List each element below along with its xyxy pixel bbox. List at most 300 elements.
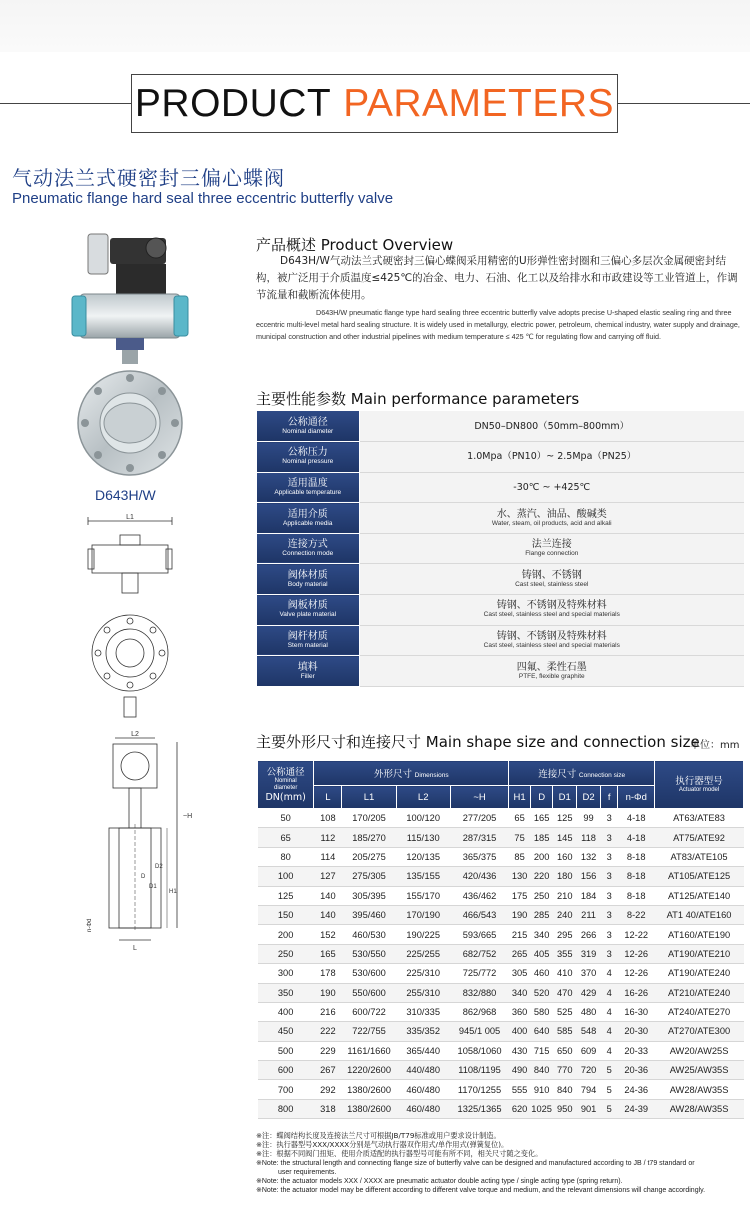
notes bbox=[256, 1131, 746, 1195]
table-cell: 4-18 bbox=[618, 809, 655, 828]
performance-key bbox=[257, 533, 359, 564]
col-group-connection: 连接尺寸 Connection size bbox=[509, 761, 655, 786]
table-cell: AT240/ATE270 bbox=[655, 1002, 744, 1021]
dim-label-d1: D1 bbox=[149, 884, 157, 890]
table-cell: 4 bbox=[600, 1022, 617, 1041]
table-cell: 75 bbox=[509, 828, 531, 847]
key-cn: 适用温度 bbox=[287, 477, 328, 489]
table-cell: 65 bbox=[509, 809, 531, 828]
col-header-dn: 公称通径 Nominal diameter DN(mm) bbox=[258, 761, 314, 809]
table-cell: 118 bbox=[577, 828, 601, 847]
col-header: D bbox=[530, 786, 552, 809]
overview-en: D643H/W pneumatic flange type hard sealing three eccentric butterfly valve adopts precise U-shaped elastic sealing ring and three eccentric multi-level metal hard sealing structure. It is widely used in metallurgy, electric power, petroleum, chemical industry, water supply and drainage, municipal construction and other industrial pipelines with medium temperature ≤ 425 ℃ for regulating flow and carrying off fluid. bbox=[256, 308, 740, 341]
top-banner bbox=[0, 0, 750, 52]
table-cell: 1058/1060 bbox=[450, 1041, 508, 1060]
table-cell: 525 bbox=[553, 1002, 577, 1021]
key-en: Body material bbox=[287, 580, 328, 588]
table-cell: 770 bbox=[553, 1061, 577, 1080]
table-cell: 178 bbox=[314, 964, 342, 983]
table-cell: 950 bbox=[553, 1099, 577, 1118]
performance-title: 主要性能参数 Main performance parameters bbox=[256, 390, 580, 408]
table-cell: 3 bbox=[600, 925, 617, 944]
table-row bbox=[258, 1022, 744, 1041]
table-cell: 20-30 bbox=[618, 1022, 655, 1041]
table-cell: 395/460 bbox=[342, 905, 396, 924]
table-cell: 355 bbox=[553, 944, 577, 963]
table-cell: 266 bbox=[577, 925, 601, 944]
table-cell: 255/310 bbox=[396, 983, 450, 1002]
table-row bbox=[258, 925, 744, 944]
note-line: ※Note: the actuator models XXX / XXXX are pneumatic actuator double acting type / single acting type (spring return). bbox=[256, 1178, 623, 1186]
performance-table bbox=[257, 411, 744, 687]
table-cell: 1380/2600 bbox=[342, 1080, 396, 1099]
performance-key bbox=[257, 411, 359, 442]
table-cell: AT1 40/ATE160 bbox=[655, 905, 744, 924]
performance-key bbox=[257, 564, 359, 595]
table-cell: 3 bbox=[600, 809, 617, 828]
col-header: D1 bbox=[553, 786, 577, 809]
table-cell: 210 bbox=[553, 886, 577, 905]
table-cell: 16-30 bbox=[618, 1002, 655, 1021]
table-cell: 295 bbox=[553, 925, 577, 944]
table-cell: 150 bbox=[258, 905, 314, 924]
table-cell: 832/880 bbox=[450, 983, 508, 1002]
table-cell: 140 bbox=[314, 886, 342, 905]
key-cn: 公称通径 bbox=[287, 416, 328, 428]
table-cell: 340 bbox=[530, 925, 552, 944]
performance-value bbox=[359, 656, 744, 687]
table-cell: 945/1 005 bbox=[450, 1022, 508, 1041]
table-cell: 335/352 bbox=[396, 1022, 450, 1041]
col-group-dimensions: 外形尺寸 Dimensions bbox=[314, 761, 509, 786]
table-cell: AW28/AW35S bbox=[655, 1099, 744, 1118]
performance-value bbox=[359, 411, 744, 442]
table-cell: 305/395 bbox=[342, 886, 396, 905]
table-cell: 300 bbox=[258, 964, 314, 983]
performance-row bbox=[257, 625, 744, 656]
table-cell: 466/543 bbox=[450, 905, 508, 924]
table-cell: 277/205 bbox=[450, 809, 508, 828]
table-cell: 4-18 bbox=[618, 828, 655, 847]
value-en: Flange connection bbox=[525, 550, 579, 558]
table-row bbox=[258, 886, 744, 905]
table-cell: 99 bbox=[577, 809, 601, 828]
table-cell: 725/772 bbox=[450, 964, 508, 983]
table-cell: 3 bbox=[600, 905, 617, 924]
table-cell: 429 bbox=[577, 983, 601, 1002]
performance-row bbox=[257, 472, 744, 503]
value-cn: 水、蒸汽、油品、酸碱类 bbox=[496, 508, 607, 520]
table-cell: 436/462 bbox=[450, 886, 508, 905]
table-cell: 130 bbox=[509, 867, 531, 886]
table-cell: 140 bbox=[314, 905, 342, 924]
table-cell: AT190/ATE240 bbox=[655, 964, 744, 983]
performance-row bbox=[257, 533, 744, 564]
note-line: ※注：根据不同阀门扭矩、使用介质适配的执行器型号可能有所不同，相关尺寸随之变化。 bbox=[256, 1149, 543, 1159]
table-cell: 165 bbox=[530, 809, 552, 828]
table-cell: 450 bbox=[258, 1022, 314, 1041]
table-cell: 85 bbox=[509, 847, 531, 866]
table-cell: 12-26 bbox=[618, 944, 655, 963]
table-cell: 1161/1660 bbox=[342, 1041, 396, 1060]
table-cell: AT75/ATE92 bbox=[655, 828, 744, 847]
table-cell: 250 bbox=[530, 886, 552, 905]
table-cell: 901 bbox=[577, 1099, 601, 1118]
table-row bbox=[258, 1080, 744, 1099]
table-cell: 365/375 bbox=[450, 847, 508, 866]
table-cell: AT270/ATE300 bbox=[655, 1022, 744, 1041]
key-cn: 阀杆材质 bbox=[287, 630, 328, 642]
dim-label-h: ~H bbox=[183, 813, 193, 820]
table-row bbox=[258, 809, 744, 828]
performance-value bbox=[359, 472, 744, 503]
performance-row bbox=[257, 442, 744, 473]
value-en: Water, steam, oil products, acid and alkali bbox=[491, 519, 612, 527]
header-word-parameters: PARAMETERS bbox=[343, 81, 615, 125]
key-en: Stem material bbox=[287, 641, 328, 649]
table-cell: 720 bbox=[577, 1061, 601, 1080]
table-cell: 8-18 bbox=[618, 867, 655, 886]
table-cell: 132 bbox=[577, 847, 601, 866]
table-cell: 600/722 bbox=[342, 1002, 396, 1021]
table-cell: 135/155 bbox=[396, 867, 450, 886]
product-title-cn: 气动法兰式硬密封三偏心蝶阀 bbox=[12, 166, 285, 190]
dimension-table bbox=[257, 760, 744, 1119]
table-cell: 16-26 bbox=[618, 983, 655, 1002]
dim-label-d2: D2 bbox=[155, 864, 163, 870]
col-header: n-Φd bbox=[618, 786, 655, 809]
table-cell: 185 bbox=[530, 828, 552, 847]
table-cell: 145 bbox=[553, 828, 577, 847]
value-en: Cast steel, stainless steel and special materials bbox=[483, 611, 620, 619]
col-header: ~H bbox=[450, 786, 508, 809]
table-cell: 520 bbox=[530, 983, 552, 1002]
table-cell: 360 bbox=[509, 1002, 531, 1021]
table-cell: 152 bbox=[314, 925, 342, 944]
performance-row bbox=[257, 411, 744, 442]
table-cell: 229 bbox=[314, 1041, 342, 1060]
dim-label-l: L bbox=[133, 945, 137, 952]
dim-label-d: D bbox=[141, 874, 146, 880]
table-cell: 340 bbox=[509, 983, 531, 1002]
table-cell: 800 bbox=[258, 1099, 314, 1118]
key-cn: 适用介质 bbox=[287, 508, 328, 520]
table-cell: 400 bbox=[258, 1002, 314, 1021]
table-cell: 700 bbox=[258, 1080, 314, 1099]
table-cell: 365/440 bbox=[396, 1041, 450, 1060]
value-en: Cast steel, stainless steel bbox=[515, 580, 589, 588]
table-cell: 265 bbox=[509, 944, 531, 963]
dim-label-h1: H1 bbox=[169, 889, 177, 895]
table-cell: 125 bbox=[258, 886, 314, 905]
note-line: ※注：执行器型号XXX/XXXX分别是气动执行器双作用式/单作用式(弹簧复位)。 bbox=[256, 1140, 509, 1150]
overview-title: 产品概述 Product Overview bbox=[256, 236, 454, 254]
table-cell: 215 bbox=[509, 925, 531, 944]
table-cell: 267 bbox=[314, 1061, 342, 1080]
table-cell: 160 bbox=[553, 847, 577, 866]
table-cell: 5 bbox=[600, 1099, 617, 1118]
table-cell: 460/480 bbox=[396, 1099, 450, 1118]
table-cell: AW20/AW25S bbox=[655, 1041, 744, 1060]
value-cn: 四氟、柔性石墨 bbox=[516, 661, 587, 673]
value-cn: 铸钢、不锈钢及特殊材料 bbox=[496, 630, 607, 642]
performance-value bbox=[359, 595, 744, 626]
dim-label-nd: n-Φd bbox=[87, 918, 93, 932]
dim-label-l1: L1 bbox=[126, 514, 134, 521]
table-cell: 1325/1365 bbox=[450, 1099, 508, 1118]
table-cell: 155/170 bbox=[396, 886, 450, 905]
table-cell: 3 bbox=[600, 944, 617, 963]
table-cell: 400 bbox=[509, 1022, 531, 1041]
table-cell: 420/436 bbox=[450, 867, 508, 886]
key-cn: 公称压力 bbox=[287, 447, 328, 459]
table-cell: AT83/ATE105 bbox=[655, 847, 744, 866]
table-cell: 287/315 bbox=[450, 828, 508, 847]
table-row bbox=[258, 847, 744, 866]
header-rule-left bbox=[0, 103, 131, 104]
table-cell: 216 bbox=[314, 1002, 342, 1021]
table-cell: 200 bbox=[258, 925, 314, 944]
table-cell: 548 bbox=[577, 1022, 601, 1041]
table-cell: AW25/AW35S bbox=[655, 1061, 744, 1080]
table-cell: 620 bbox=[509, 1099, 531, 1118]
table-cell: 840 bbox=[553, 1080, 577, 1099]
table-cell: 240 bbox=[553, 905, 577, 924]
key-en: Filler bbox=[300, 672, 315, 680]
table-cell: 225/310 bbox=[396, 964, 450, 983]
table-cell: 722/755 bbox=[342, 1022, 396, 1041]
table-cell: 5 bbox=[600, 1080, 617, 1099]
performance-row bbox=[257, 595, 744, 626]
table-cell: 8-18 bbox=[618, 886, 655, 905]
performance-value bbox=[359, 533, 744, 564]
value-cn: 1.0Mpa（PN10）~ 2.5Mpa（PN25） bbox=[467, 451, 637, 463]
performance-row bbox=[257, 503, 744, 534]
table-cell: 640 bbox=[530, 1022, 552, 1041]
dim-label-l2: L2 bbox=[131, 731, 139, 738]
table-row bbox=[258, 867, 744, 886]
table-cell: 310/335 bbox=[396, 1002, 450, 1021]
table-cell: AT105/ATE125 bbox=[655, 867, 744, 886]
table-cell: 170/190 bbox=[396, 905, 450, 924]
table-row bbox=[258, 983, 744, 1002]
key-en: Nominal diameter bbox=[282, 427, 334, 435]
table-cell: 794 bbox=[577, 1080, 601, 1099]
performance-value bbox=[359, 564, 744, 595]
table-cell: AT210/ATE240 bbox=[655, 983, 744, 1002]
table-cell: 3 bbox=[600, 847, 617, 866]
value-cn: 法兰连接 bbox=[531, 539, 572, 551]
table-cell: 1170/1255 bbox=[450, 1080, 508, 1099]
table-cell: 405 bbox=[530, 944, 552, 963]
table-row bbox=[258, 1002, 744, 1021]
table-cell: 350 bbox=[258, 983, 314, 1002]
dimensions-title: 主要外形尺寸和连接尺寸 Main shape size and connection size bbox=[256, 733, 700, 751]
table-cell: 318 bbox=[314, 1099, 342, 1118]
table-cell: 12-26 bbox=[618, 964, 655, 983]
unit-label: 单位：mm bbox=[690, 740, 740, 751]
col-header: D2 bbox=[577, 786, 601, 809]
table-cell: 4 bbox=[600, 964, 617, 983]
table-cell: 20-36 bbox=[618, 1061, 655, 1080]
table-cell: 112 bbox=[314, 828, 342, 847]
key-en: Nominal pressure bbox=[282, 458, 334, 466]
table-cell: AT63/ATE83 bbox=[655, 809, 744, 828]
table-cell: 114 bbox=[314, 847, 342, 866]
note-line: user requirements. bbox=[278, 1168, 337, 1176]
table-cell: 100/120 bbox=[396, 809, 450, 828]
section-header bbox=[131, 74, 618, 133]
table-cell: 222 bbox=[314, 1022, 342, 1041]
table-cell: 24-39 bbox=[618, 1099, 655, 1118]
table-cell: 440/480 bbox=[396, 1061, 450, 1080]
table-cell: 20-33 bbox=[618, 1041, 655, 1060]
performance-value bbox=[359, 442, 744, 473]
valve-photo bbox=[70, 228, 190, 484]
table-row bbox=[258, 828, 744, 847]
table-cell: 1108/1195 bbox=[450, 1061, 508, 1080]
table-row bbox=[258, 1099, 744, 1118]
table-cell: 200 bbox=[530, 847, 552, 866]
performance-key bbox=[257, 442, 359, 473]
note-line: ※Note: the structural length and connecting flange size of butterfly valve can be designed and manufactured according to JB / t79 standard or bbox=[256, 1159, 695, 1167]
table-cell: 115/130 bbox=[396, 828, 450, 847]
key-cn: 填料 bbox=[297, 661, 318, 673]
table-cell: 650 bbox=[553, 1041, 577, 1060]
table-cell: 108 bbox=[314, 809, 342, 828]
table-cell: 8-18 bbox=[618, 847, 655, 866]
table-cell: 600 bbox=[258, 1061, 314, 1080]
table-cell: 80 bbox=[258, 847, 314, 866]
table-cell: 862/968 bbox=[450, 1002, 508, 1021]
table-cell: 3 bbox=[600, 886, 617, 905]
table-cell: 3 bbox=[600, 828, 617, 847]
overview-cn: D643H/W气动法兰式硬密封三偏心蝶阀采用精密的U形弹性密封圈和三偏心多层次金属硬密封结构，被广泛用于介质温度≤425℃的冶金、电力、石油、化工以及给排水和市政建设等工业管道上，作调节流量和截断流体使用。 bbox=[256, 255, 738, 301]
table-cell: 184 bbox=[577, 886, 601, 905]
table-cell: 500 bbox=[258, 1041, 314, 1060]
header-word-product: PRODUCT bbox=[134, 81, 332, 125]
table-row bbox=[258, 944, 744, 963]
front-drawing bbox=[80, 513, 180, 723]
table-cell: 1380/2600 bbox=[342, 1099, 396, 1118]
value-en: PTFE, flexible graphite bbox=[518, 672, 585, 680]
table-cell: 4 bbox=[600, 1041, 617, 1060]
model-label: D643H/W bbox=[95, 487, 156, 503]
note-line: ※Note: the actuator model may be different according to different valve torque and medium, and the relevant dimensions will change accordingly. bbox=[256, 1187, 706, 1195]
table-cell: 120/135 bbox=[396, 847, 450, 866]
header-rule-right bbox=[618, 103, 750, 104]
table-cell: 305 bbox=[509, 964, 531, 983]
value-cn: 铸钢、不锈钢及特殊材料 bbox=[496, 600, 607, 612]
table-cell: 24-36 bbox=[618, 1080, 655, 1099]
table-cell: 1220/2600 bbox=[342, 1061, 396, 1080]
table-row bbox=[258, 1061, 744, 1080]
key-cn: 连接方式 bbox=[287, 539, 328, 551]
table-cell: 555 bbox=[509, 1080, 531, 1099]
performance-key bbox=[257, 656, 359, 687]
table-cell: 190 bbox=[314, 983, 342, 1002]
table-cell: 225/255 bbox=[396, 944, 450, 963]
table-cell: 127 bbox=[314, 867, 342, 886]
table-cell: AW28/AW35S bbox=[655, 1080, 744, 1099]
table-cell: 190/225 bbox=[396, 925, 450, 944]
performance-key bbox=[257, 595, 359, 626]
table-cell: 715 bbox=[530, 1041, 552, 1060]
table-cell: 593/665 bbox=[450, 925, 508, 944]
side-drawing bbox=[85, 728, 195, 953]
table-cell: 910 bbox=[530, 1080, 552, 1099]
table-cell: 175 bbox=[509, 886, 531, 905]
table-cell: 292 bbox=[314, 1080, 342, 1099]
performance-row bbox=[257, 656, 744, 687]
value-en: Cast steel, stainless steel and special materials bbox=[483, 641, 620, 649]
key-en: Valve plate material bbox=[279, 611, 337, 619]
table-cell: 65 bbox=[258, 828, 314, 847]
table-cell: 211 bbox=[577, 905, 601, 924]
table-cell: 530/600 bbox=[342, 964, 396, 983]
value-cn: -30℃ ~ +425℃ bbox=[513, 481, 591, 493]
col-header-actuator: 执行器型号 Actuator model bbox=[655, 761, 744, 809]
table-row bbox=[258, 905, 744, 924]
col-header: L2 bbox=[396, 786, 450, 809]
key-cn: 阀板材质 bbox=[287, 600, 328, 612]
value-cn: DN50–DN800（50mm–800mm） bbox=[474, 420, 630, 432]
table-cell: 205/275 bbox=[342, 847, 396, 866]
table-cell: 470 bbox=[553, 983, 577, 1002]
table-cell: 460/530 bbox=[342, 925, 396, 944]
table-cell: AT160/ATE190 bbox=[655, 925, 744, 944]
col-header: H1 bbox=[509, 786, 531, 809]
table-cell: 3 bbox=[600, 867, 617, 886]
table-cell: 460/480 bbox=[396, 1080, 450, 1099]
table-cell: 180 bbox=[553, 867, 577, 886]
table-cell: 580 bbox=[530, 1002, 552, 1021]
col-header: L bbox=[314, 786, 342, 809]
table-cell: 609 bbox=[577, 1041, 601, 1060]
table-cell: 285 bbox=[530, 905, 552, 924]
note-line: ※注：蝶阀结构长度及连接法兰尺寸可根据JB/T79标准或用户要求设计制造。 bbox=[256, 1131, 501, 1140]
performance-key bbox=[257, 625, 359, 656]
performance-row bbox=[257, 564, 744, 595]
table-cell: 156 bbox=[577, 867, 601, 886]
table-cell: 4 bbox=[600, 983, 617, 1002]
table-cell: 165 bbox=[314, 944, 342, 963]
table-cell: 4 bbox=[600, 1002, 617, 1021]
key-en: Applicable media bbox=[282, 519, 333, 527]
table-cell: 275/305 bbox=[342, 867, 396, 886]
table-cell: 100 bbox=[258, 867, 314, 886]
table-cell: 410 bbox=[553, 964, 577, 983]
table-cell: 5 bbox=[600, 1061, 617, 1080]
table-cell: 1025 bbox=[530, 1099, 552, 1118]
table-cell: 550/600 bbox=[342, 983, 396, 1002]
table-row bbox=[258, 964, 744, 983]
table-cell: 490 bbox=[509, 1061, 531, 1080]
table-cell: 50 bbox=[258, 809, 314, 828]
table-cell: 682/752 bbox=[450, 944, 508, 963]
performance-value bbox=[359, 503, 744, 534]
key-cn: 阀体材质 bbox=[287, 569, 328, 581]
performance-value bbox=[359, 625, 744, 656]
table-cell: 220 bbox=[530, 867, 552, 886]
table-cell: 430 bbox=[509, 1041, 531, 1060]
col-header: f bbox=[600, 786, 617, 809]
performance-key bbox=[257, 472, 359, 503]
table-cell: 840 bbox=[530, 1061, 552, 1080]
table-cell: AT125/ATE140 bbox=[655, 886, 744, 905]
key-en: Connection mode bbox=[282, 550, 334, 558]
table-cell: 460 bbox=[530, 964, 552, 983]
